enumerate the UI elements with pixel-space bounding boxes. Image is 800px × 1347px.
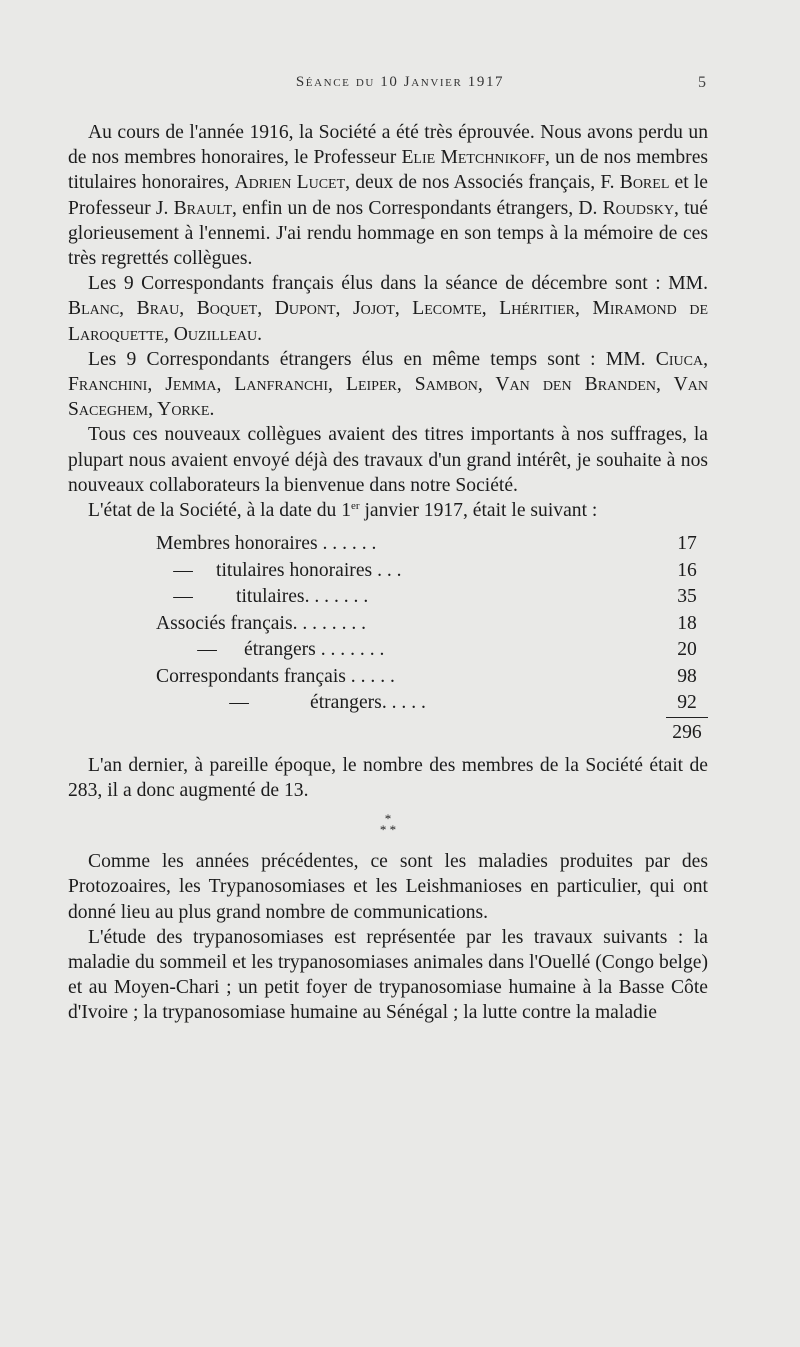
- row-value: 16: [677, 559, 697, 581]
- paragraph-foreign-correspondents: [68, 347, 708, 423]
- paragraph-protozoa: Comme les années précédentes, ce sont les maladies produites par des Protozoaires, les Trypanosomiases et les Leishmanioses en particulier, qui ont donné lieu au plus grand nombre de communications.: [68, 851, 708, 923]
- leader-dots: . . . . . .: [317, 533, 377, 555]
- text-run: Les 9 Correspondants français élus dans la séance de décembre sont : MM.: [88, 273, 708, 295]
- row-label-text: étrangers: [244, 639, 316, 661]
- row-label: [156, 531, 666, 556]
- row-label: [156, 637, 666, 662]
- ditto-dash: —: [229, 692, 249, 714]
- row-label: [156, 611, 666, 636]
- row-value: 92: [677, 692, 697, 714]
- running-head: Séance du 10 Janvier 1917: [295, 74, 505, 90]
- row-value: 35: [677, 586, 697, 608]
- member-name: Roudsky: [602, 197, 674, 219]
- text-run: Les 9 Correspondants étrangers élus en même temps sont : MM.: [88, 348, 656, 370]
- row-label-text: Correspondants français: [156, 665, 346, 687]
- member-names: Blanc, Brau, Boquet, Dupont, Jojot, Lecomte, Lhéritier, Miramond de Laroquette, Ouzilleau: [68, 298, 708, 345]
- table-row: [156, 690, 708, 717]
- row-label: [156, 558, 666, 583]
- leader-dots: . . . . . . .: [315, 639, 385, 661]
- leader-dots: . . . . . . . .: [292, 612, 367, 634]
- asterism-separator: [68, 811, 708, 838]
- table-row: [156, 664, 708, 691]
- superscript: er: [351, 500, 360, 513]
- row-label: [156, 664, 666, 689]
- text-run: .: [209, 399, 215, 421]
- paragraph-welcome: Tous ces nouveaux collègues avaient des titres importants à nos suffrages, la plupart nous avaient envoyé déjà des travaux d'un grand intérêt, je souhaite à nos nouveaux collaborateurs la bienvenue dans notre Société.: [68, 424, 708, 496]
- text-run: , deux de nos Associés français, F.: [345, 172, 620, 194]
- table-row: [156, 611, 708, 638]
- member-name: Brault: [173, 197, 233, 219]
- table-row: [156, 584, 708, 611]
- row-label: [156, 584, 666, 609]
- asterism-bottom: * *: [379, 822, 397, 838]
- text-run: Au cours de l'année 1916, la Société a été très éprouvée. Nous avons perdu un de nos membres honoraires, le Professeur: [68, 122, 708, 169]
- table-row: [156, 558, 708, 585]
- row-label-text: Associés français: [156, 612, 293, 634]
- member-names: Ciuca, Franchini, Jemma, Lanfranchi, Leiper, Sambon, Van den Branden, Van Saceghem, Yorke: [68, 348, 708, 421]
- ditto-dash: —: [173, 559, 193, 581]
- text-run: , un de nos membres titulaires honoraires,: [68, 147, 709, 194]
- paragraph-trypanosomiasis: L'étude des trypanosomiases est représentée par les travaux suivants : la maladie du sommeil et les trypanosomiases animales dans l'Ouellé (Congo belge) et au Moyen-Chari ; un petit foyer de trypanosomiase humaine à la Basse Côte d'Ivoire ; la trypanosomiase humaine au Sénégal ; la lutte contre la maladie: [68, 926, 708, 1024]
- paragraph-last-year: L'an dernier, à pareille époque, le nombre des membres de la Société était de 283, il a donc augmenté de 13.: [68, 754, 708, 801]
- row-value: 98: [677, 665, 697, 687]
- member-name: Borel: [619, 172, 670, 194]
- row-value: 18: [677, 612, 697, 634]
- text-run: L'état de la Société, à la date du 1: [88, 500, 352, 522]
- asterism-top: *: [384, 811, 392, 827]
- paragraph-deaths: [68, 120, 708, 271]
- ditto-dash: —: [197, 639, 217, 661]
- table-total-row: [156, 717, 708, 743]
- membership-table: [156, 531, 708, 743]
- total-value: 296: [666, 717, 708, 745]
- body-text: [68, 120, 708, 1026]
- row-label-text: étrangers: [310, 692, 382, 714]
- row-value: 20: [677, 639, 697, 661]
- leader-dots: . . . . .: [381, 692, 426, 714]
- text-run: , tué glorieusement à l'ennemi. J'ai rendu hommage en son temps à la mémoire de ces très regrettés collègues.: [68, 197, 709, 270]
- member-name: Elie Metchnikoff: [401, 147, 545, 169]
- paragraph-french-correspondents: [68, 271, 708, 347]
- leader-dots: . . . . . . .: [304, 586, 369, 608]
- leader-dots: . . . . .: [345, 665, 395, 687]
- paragraph-state: [68, 498, 708, 523]
- row-value: 17: [677, 533, 697, 555]
- page-number: 5: [698, 74, 706, 91]
- row-label: [156, 690, 666, 715]
- row-label-text: titulaires honoraires: [216, 559, 373, 581]
- member-name: Adrien Lucet: [234, 172, 346, 194]
- leader-dots: . . .: [372, 559, 402, 581]
- row-label-text: Membres honoraires: [156, 533, 318, 555]
- text-run: janvier 1917, était le suivant :: [359, 500, 598, 522]
- text-run: .: [257, 323, 263, 345]
- table-row: [156, 531, 708, 558]
- text-run: et le Professeur J.: [68, 172, 708, 219]
- table-row: [156, 637, 708, 664]
- row-label-text: titulaires: [236, 586, 305, 608]
- ditto-dash: —: [173, 586, 193, 608]
- text-run: , enfin un de nos Correspondants étrangers, D.: [232, 197, 603, 219]
